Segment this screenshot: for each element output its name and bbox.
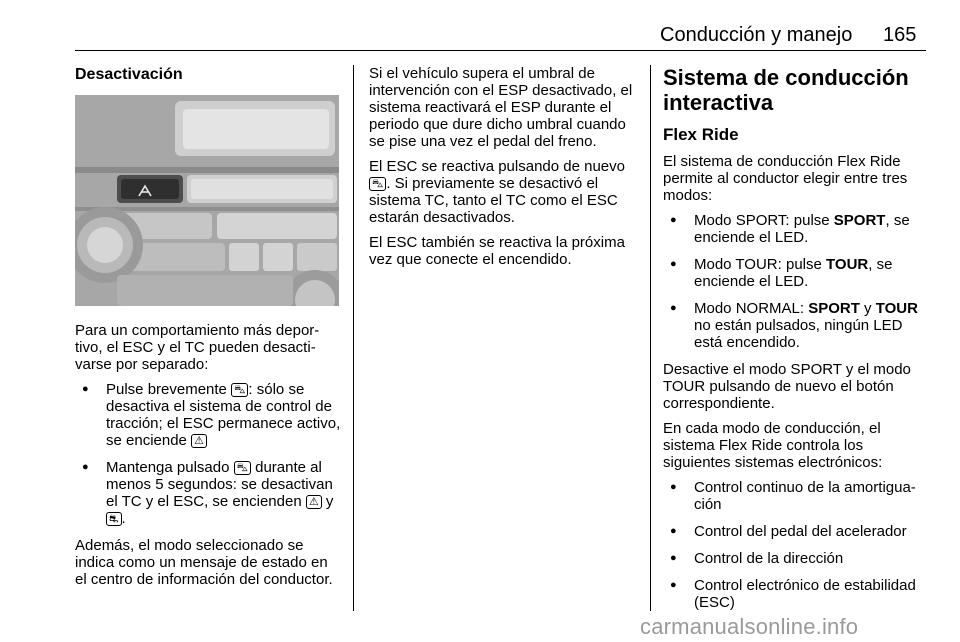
- heading-desactivacion: Desactivación: [75, 66, 183, 83]
- list-item: ● Control continuo de la amortiguación: [663, 479, 928, 513]
- column-divider: [353, 65, 354, 611]
- column-middle: [369, 65, 635, 276]
- page-number: 165: [883, 24, 917, 46]
- tc-warning-icon: ⚠: [191, 434, 207, 448]
- tc-warning-icon: ⚠: [306, 495, 322, 509]
- paragraph: En cada modo de conducción, el sistema Flex Ride controla los siguientes sistemas electrónicos:: [663, 420, 883, 471]
- subheading-flex-ride: Flex Ride: [663, 125, 739, 144]
- list-item: ● Modo SPORT: pulse SPORT, se enciende el LED.: [663, 212, 928, 246]
- list-item: ● Modo TOUR: pulse TOUR, se enciende el LED.: [663, 256, 928, 290]
- mode-list: [663, 212, 928, 351]
- column-left: [75, 65, 341, 596]
- esc-warning-icon: ⛐: [106, 512, 122, 526]
- list-item: ● Control de la dirección: [663, 550, 928, 567]
- paragraph: El ESC se reactiva pulsando de nuevo ⛍ . Si previamente se desactivó el sistema TC, tanto el TC como el ESC estarán desactivados.: [369, 158, 625, 226]
- paragraph: Además, el modo seleccionado se indica como un mensaje de estado en el centro de información del conductor.: [75, 537, 333, 588]
- section-title: Conducción y manejo: [660, 24, 853, 46]
- list-item: ● Control del pedal del acelerador: [663, 523, 928, 540]
- bullet-list: [75, 381, 341, 527]
- tc-off-icon: ⛍: [369, 177, 386, 191]
- paragraph: Desactive el modo SPORT y el modo TOUR pulsando de nuevo el botón correspondiente.: [663, 361, 911, 412]
- list-item: ● Pulse brevemente ⛍ : sólo se desactiva el sistema de control de tracción; el ESC permanece activo, se enciende ⚠: [75, 381, 341, 449]
- paragraph: Si el vehículo supera el umbral de intervención con el ESP desactivado, el sistema reactivará el ESP durante el periodo que dure dicho umbral cuando se pise una vez el pedal del freno.: [369, 65, 633, 150]
- header-rule: [75, 50, 926, 51]
- paragraph: Para un comportamiento más deportivo, el ESC y el TC pueden desactivarse por separado:: [75, 322, 320, 373]
- systems-list: [663, 479, 928, 611]
- list-item: ● Modo NORMAL: SPORT y TOUR no están pulsados, ningún LED está encendido.: [663, 300, 928, 351]
- column-right: [663, 65, 928, 621]
- watermark: carmanualsonline.info: [640, 614, 859, 639]
- heading-sistema-conduccion: Sistema de conducción interactiva: [663, 65, 909, 115]
- tc-off-icon: ⛍: [231, 383, 248, 397]
- tc-off-icon: ⛍: [234, 461, 251, 475]
- paragraph: El sistema de conducción Flex Ride permite al conductor elegir entre tres modos:: [663, 153, 908, 204]
- column-divider: [650, 65, 651, 611]
- list-item: ● Mantenga pulsado ⛍ durante al menos 5 segundos: se desactivan el TC y el ESC, se encienden ⚠ y ⛐ .: [75, 459, 341, 527]
- esc-button-photo: [75, 95, 339, 306]
- paragraph: El ESC también se reactiva la próxima vez que conecte el encendido.: [369, 234, 625, 268]
- list-item: ● Control electrónico de estabilidad (ESC): [663, 577, 928, 611]
